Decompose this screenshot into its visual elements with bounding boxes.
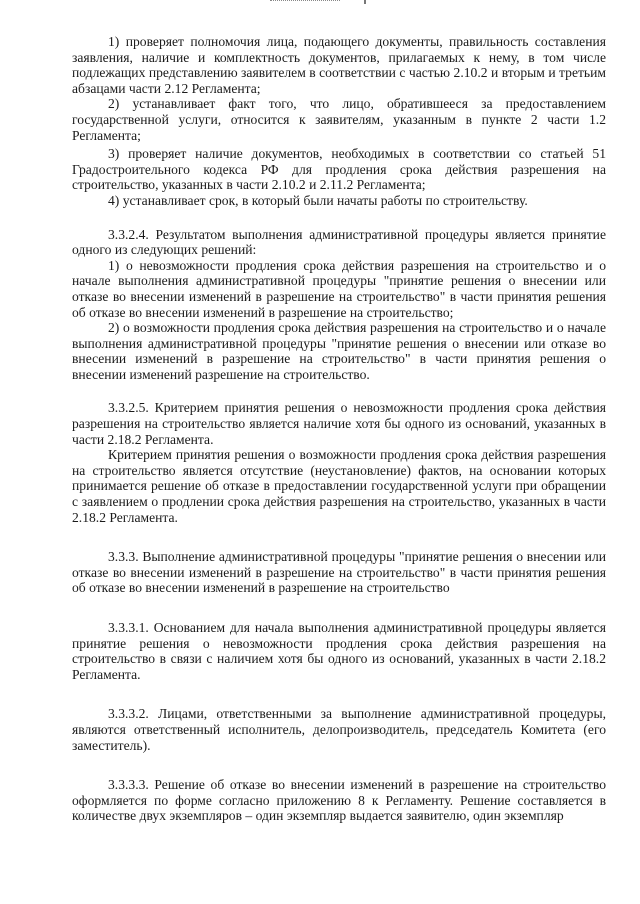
paragraph-3-3-2-5: 3.3.2.5. Критерием принятия решения о невозможности продления срока действия разрешения на строительство является наличие хотя бы одного из оснований, указанных в части 2.18.2 Регламента. bbox=[72, 400, 606, 447]
paragraph-check-authority: 1) проверяет полномочия лица, подающего документы, правильность составления заявления, наличие и комплектность документов, прилагаемых к нему, в том числе подлежащих представлению заявителем в соответствии с частью 2.10.2 и вторым и третьим абзацами части 2.12 Регламента; bbox=[72, 34, 606, 96]
paragraph-possibility-decision: 2) о возможности продления срока действия разрешения на строительство и о начале выполнения административной процедуры "принятие решения о внесении или отказе во внесении изменений в разрешение на строительство" в части принятия решения о внесении изменений разрешение на строительство. bbox=[72, 320, 606, 382]
paragraph-3-3-3-3: 3.3.3.3. Решение об отказе во внесении изменений в разрешение на строительство оформляется по форме согласно приложению 8 к Регламенту. Решение составляется в количестве двух экземпляров – один экземпляр выдается заявителю, один экземпляр bbox=[72, 777, 606, 824]
scan-header-mark bbox=[270, 0, 340, 7]
paragraph-criterion-possibility: Критерием принятия решения о возможности продления срока действия разрешения на строительство является отсутствие (неустановление) фактов, на основании которых принимается решение об отказе в предоставлении государственной услуги при обращении с заявлением о продлении срока действия разрешения на строительство, указанных в части 2.18.2 Регламента. bbox=[72, 447, 606, 525]
paragraph-3-3-2-4: 3.3.2.4. Результатом выполнения административной процедуры является принятие одного из следующих решений: bbox=[72, 226, 606, 258]
scan-header-tick bbox=[364, 0, 366, 4]
paragraph-3-3-3: 3.3.3. Выполнение административной процедуры "принятие решения о внесении или отказе во внесении изменений в разрешение на строительство" в части принятия решения об отказе во внесении изменений в разрешение на строительство bbox=[72, 549, 606, 596]
paragraph-impossibility-decision: 1) о невозможности продления срока действия разрешения на строительство и о начале выполнения административной процедуры "принятие решения о внесении или отказе во внесении изменений в разрешение на строительство" в части принятия решения об отказе во внесении изменений в разрешение на строительство; bbox=[72, 257, 606, 320]
paragraph-check-documents: 3) проверяет наличие документов, необходимых в соответствии со статьей 51 Градостроительного кодекса РФ для продления срока действия разрешения на строительство, указанных в части 2.10.2 и 2.11.2 Регламента; bbox=[72, 146, 606, 193]
paragraph-3-3-3-2: 3.3.3.2. Лицами, ответственными за выполнение административной процедуры, являются ответственный исполнитель, делопроизводитель, председатель Комитета (его заместитель). bbox=[72, 706, 606, 753]
paragraph-establish-term: 4) устанавливает срок, в который были начаты работы по строительству. bbox=[108, 192, 528, 208]
paragraph-3-3-3-1: 3.3.3.1. Основанием для начала выполнения административной процедуры является принятие решения о невозможности продления срока действия разрешения на строительство в связи с наличием хотя бы одного из оснований, указанных в части 2.18.2 Регламента. bbox=[72, 620, 606, 682]
paragraph-establish-applicant: 2) устанавливает факт того, что лицо, обратившееся за предоставлением государственной услуги, относится к заявителям, указанным в пункте 2 части 1.2 Регламента; bbox=[72, 96, 606, 143]
document-page bbox=[72, 34, 606, 824]
